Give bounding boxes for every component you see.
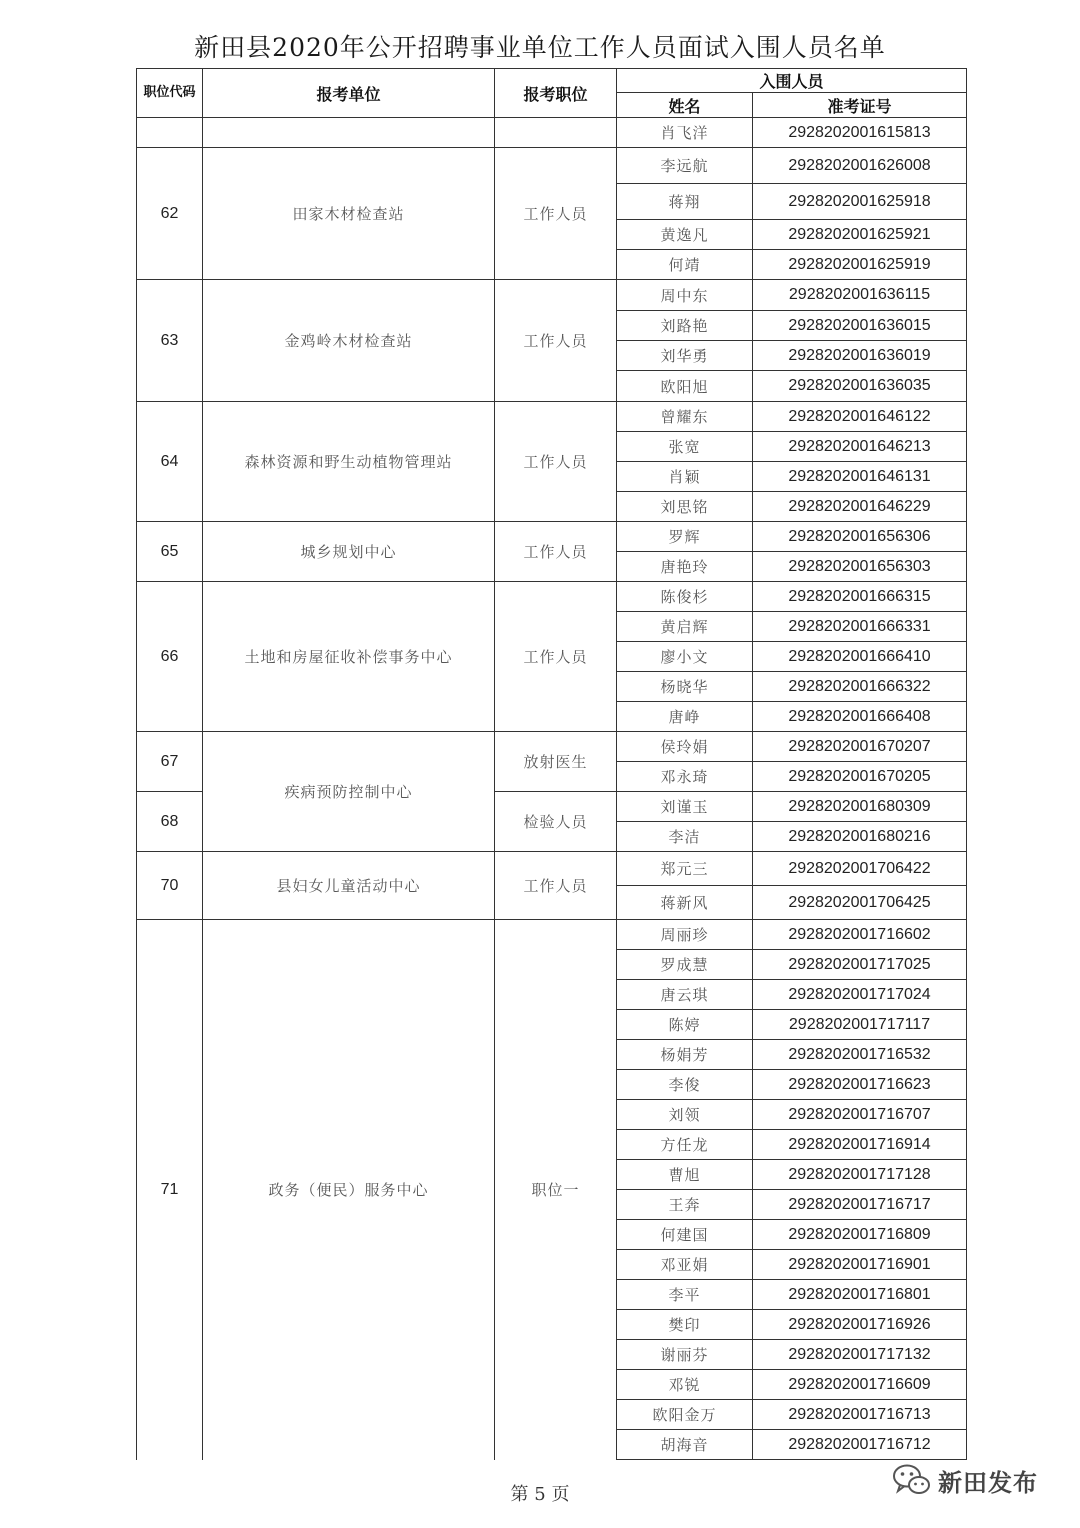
position-code: 62 bbox=[137, 148, 203, 280]
unit-name: 森林资源和野生动植物管理站 bbox=[203, 402, 495, 522]
candidate-name: 刘华勇 bbox=[617, 341, 753, 371]
header-unit: 报考单位 bbox=[203, 69, 495, 118]
ticket-number: 2928202001636015 bbox=[753, 311, 967, 341]
position-code: 67 bbox=[137, 732, 203, 792]
position-code: 71 bbox=[137, 920, 203, 1460]
candidate-name: 唐艳玲 bbox=[617, 552, 753, 582]
table-row bbox=[137, 118, 969, 148]
table-row bbox=[137, 280, 969, 311]
unit-name: 城乡规划中心 bbox=[203, 522, 495, 582]
candidate-name: 胡海音 bbox=[617, 1430, 753, 1460]
candidate-name: 蒋翔 bbox=[617, 184, 753, 220]
candidate-name: 郑元三 bbox=[617, 852, 753, 886]
document-title: 新田县2020年公开招聘事业单位工作人员面试入围人员名单 bbox=[194, 33, 886, 62]
ticket-number: 2928202001666331 bbox=[753, 612, 967, 642]
ticket-number: 2928202001706425 bbox=[753, 886, 967, 920]
ticket-number: 2928202001706422 bbox=[753, 852, 967, 886]
table-row bbox=[137, 852, 969, 886]
ticket-number: 2928202001716532 bbox=[753, 1040, 967, 1070]
candidate-name: 罗成慧 bbox=[617, 950, 753, 980]
candidate-name: 张宽 bbox=[617, 432, 753, 462]
ticket-number: 2928202001717128 bbox=[753, 1160, 967, 1190]
ticket-number: 2928202001716926 bbox=[753, 1310, 967, 1340]
position-code: 65 bbox=[137, 522, 203, 582]
candidate-name: 黄启辉 bbox=[617, 612, 753, 642]
position-code: 63 bbox=[137, 280, 203, 402]
candidate-name: 杨晓华 bbox=[617, 672, 753, 702]
candidate-name: 蒋新风 bbox=[617, 886, 753, 920]
candidate-name: 陈俊杉 bbox=[617, 582, 753, 612]
unit-name: 疾病预防控制中心 bbox=[203, 732, 495, 852]
position-title: 职位一 bbox=[495, 920, 617, 1460]
ticket-number: 2928202001716623 bbox=[753, 1070, 967, 1100]
ticket-number: 2928202001656306 bbox=[753, 522, 967, 552]
header-ticket: 准考证号 bbox=[753, 93, 967, 118]
ticket-number: 2928202001636035 bbox=[753, 371, 967, 402]
unit-name: 土地和房屋征收补偿事务中心 bbox=[203, 582, 495, 732]
candidate-name: 何建国 bbox=[617, 1220, 753, 1250]
candidate-name: 周丽珍 bbox=[617, 920, 753, 950]
candidate-name: 樊印 bbox=[617, 1310, 753, 1340]
candidate-name: 邓锐 bbox=[617, 1370, 753, 1400]
ticket-number: 2928202001717025 bbox=[753, 950, 967, 980]
candidate-name: 李远航 bbox=[617, 148, 753, 184]
position-title: 工作人员 bbox=[495, 852, 617, 920]
ticket-number: 2928202001625918 bbox=[753, 184, 967, 220]
candidate-name: 邓亚娟 bbox=[617, 1250, 753, 1280]
position-title: 工作人员 bbox=[495, 280, 617, 402]
position-code: 66 bbox=[137, 582, 203, 732]
header-name: 姓名 bbox=[617, 93, 753, 118]
ticket-number: 2928202001666410 bbox=[753, 642, 967, 672]
unit-name: 田家木材检查站 bbox=[203, 148, 495, 280]
position-title: 工作人员 bbox=[495, 582, 617, 732]
ticket-number: 2928202001680216 bbox=[753, 822, 967, 852]
position-title: 检验人员 bbox=[495, 792, 617, 852]
position-title bbox=[495, 118, 617, 148]
ticket-number: 2928202001626008 bbox=[753, 148, 967, 184]
ticket-number: 2928202001680309 bbox=[753, 792, 967, 822]
candidate-name: 谢丽芬 bbox=[617, 1340, 753, 1370]
ticket-number: 2928202001716602 bbox=[753, 920, 967, 950]
ticket-number: 2928202001717117 bbox=[753, 1010, 967, 1040]
position-title: 工作人员 bbox=[495, 148, 617, 280]
ticket-number: 2928202001625919 bbox=[753, 250, 967, 280]
ticket-number: 2928202001716609 bbox=[753, 1370, 967, 1400]
ticket-number: 2928202001716809 bbox=[753, 1220, 967, 1250]
ticket-number: 2928202001716707 bbox=[753, 1100, 967, 1130]
candidate-name: 唐峥 bbox=[617, 702, 753, 732]
wechat-icon bbox=[892, 1463, 932, 1497]
unit-name: 金鸡岭木材检查站 bbox=[203, 280, 495, 402]
table-row bbox=[137, 732, 969, 762]
table-row bbox=[137, 522, 969, 552]
ticket-number: 2928202001716713 bbox=[753, 1400, 967, 1430]
candidate-name: 李俊 bbox=[617, 1070, 753, 1100]
ticket-number: 2928202001666322 bbox=[753, 672, 967, 702]
candidate-name: 李洁 bbox=[617, 822, 753, 852]
position-code: 70 bbox=[137, 852, 203, 920]
position-title: 工作人员 bbox=[495, 402, 617, 522]
candidate-name: 刘思铭 bbox=[617, 492, 753, 522]
candidate-name: 邓永琦 bbox=[617, 762, 753, 792]
ticket-number: 2928202001716717 bbox=[753, 1190, 967, 1220]
candidate-name: 唐云琪 bbox=[617, 980, 753, 1010]
position-code: 64 bbox=[137, 402, 203, 522]
unit-name: 政务（便民）服务中心 bbox=[203, 920, 495, 1460]
candidate-name: 罗辉 bbox=[617, 522, 753, 552]
ticket-number: 2928202001670205 bbox=[753, 762, 967, 792]
candidate-name: 肖颖 bbox=[617, 462, 753, 492]
header-shortlisted: 入围人员 bbox=[617, 69, 967, 93]
table-row bbox=[137, 582, 969, 612]
page-number: 第 5 页 bbox=[510, 1484, 570, 1505]
ticket-number: 2928202001646229 bbox=[753, 492, 967, 522]
ticket-number: 2928202001656303 bbox=[753, 552, 967, 582]
ticket-number: 2928202001716901 bbox=[753, 1250, 967, 1280]
ticket-number: 2928202001716712 bbox=[753, 1430, 967, 1460]
ticket-number: 2928202001670207 bbox=[753, 732, 967, 762]
candidate-name: 周中东 bbox=[617, 280, 753, 311]
candidate-name: 欧阳旭 bbox=[617, 371, 753, 402]
candidate-name: 廖小文 bbox=[617, 642, 753, 672]
ticket-number: 2928202001717132 bbox=[753, 1340, 967, 1370]
header-row bbox=[137, 69, 969, 93]
ticket-number: 2928202001625921 bbox=[753, 220, 967, 250]
shortlist-table bbox=[136, 68, 969, 1460]
ticket-number: 2928202001646131 bbox=[753, 462, 967, 492]
candidate-name: 陈婷 bbox=[617, 1010, 753, 1040]
candidate-name: 曾耀东 bbox=[617, 402, 753, 432]
ticket-number: 2928202001666408 bbox=[753, 702, 967, 732]
ticket-number: 2928202001646213 bbox=[753, 432, 967, 462]
candidate-name: 刘谨玉 bbox=[617, 792, 753, 822]
candidate-name: 肖飞洋 bbox=[617, 118, 753, 148]
candidate-name: 杨娟芳 bbox=[617, 1040, 753, 1070]
table-row bbox=[137, 148, 969, 184]
candidate-name: 曹旭 bbox=[617, 1160, 753, 1190]
ticket-number: 2928202001615813 bbox=[753, 118, 967, 148]
header-position: 报考职位 bbox=[495, 69, 617, 118]
position-code: 68 bbox=[137, 792, 203, 852]
table-body bbox=[137, 69, 969, 1460]
candidate-name: 王奔 bbox=[617, 1190, 753, 1220]
position-code bbox=[137, 118, 203, 148]
watermark-text: 新田发布 bbox=[938, 1468, 1038, 1497]
unit-name bbox=[203, 118, 495, 148]
unit-name: 县妇女儿童活动中心 bbox=[203, 852, 495, 920]
ticket-number: 2928202001716801 bbox=[753, 1280, 967, 1310]
candidate-name: 黄逸凡 bbox=[617, 220, 753, 250]
ticket-number: 2928202001716914 bbox=[753, 1130, 967, 1160]
ticket-number: 2928202001717024 bbox=[753, 980, 967, 1010]
ticket-number: 2928202001636019 bbox=[753, 341, 967, 371]
ticket-number: 2928202001636115 bbox=[753, 280, 967, 311]
candidate-name: 刘路艳 bbox=[617, 311, 753, 341]
candidate-name: 李平 bbox=[617, 1280, 753, 1310]
candidate-name: 欧阳金万 bbox=[617, 1400, 753, 1430]
candidate-name: 何靖 bbox=[617, 250, 753, 280]
position-title: 工作人员 bbox=[495, 522, 617, 582]
ticket-number: 2928202001666315 bbox=[753, 582, 967, 612]
table-row bbox=[137, 920, 969, 950]
ticket-number: 2928202001646122 bbox=[753, 402, 967, 432]
header-code: 职位代码 bbox=[137, 69, 203, 118]
position-title: 放射医生 bbox=[495, 732, 617, 792]
watermark bbox=[892, 1462, 1038, 1498]
candidate-name: 刘领 bbox=[617, 1100, 753, 1130]
candidate-name: 侯玲娟 bbox=[617, 732, 753, 762]
table-row bbox=[137, 402, 969, 432]
candidate-name: 方任龙 bbox=[617, 1130, 753, 1160]
